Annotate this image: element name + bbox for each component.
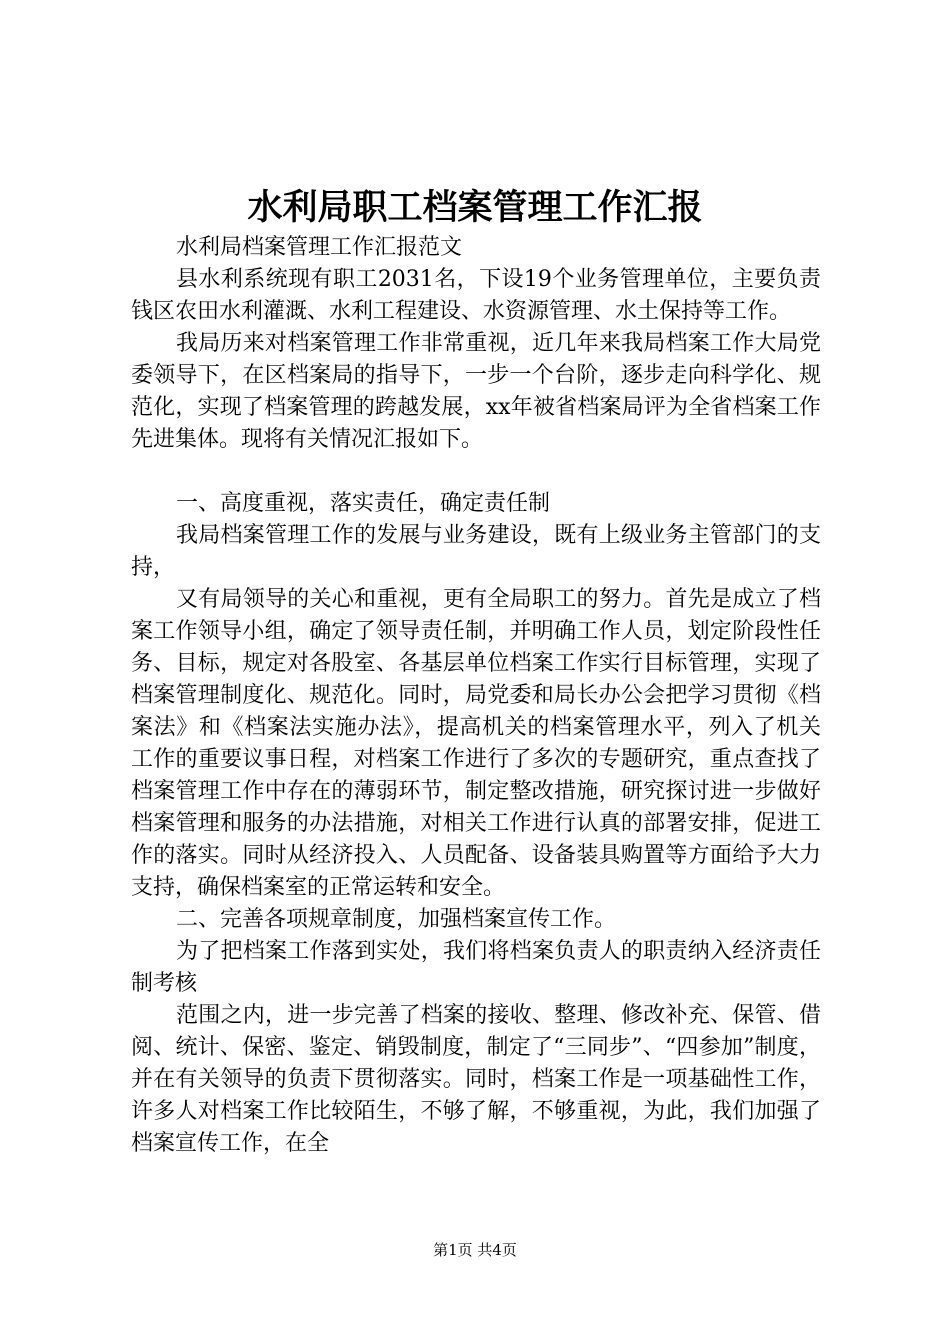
section-heading-1: 一、高度重视，落实责任，确定责任制 [176, 491, 551, 516]
document-body [131, 232, 821, 1160]
paragraph-regulations: 范围之内，进一步完善了档案的接收、整理、修改补充、保管、借阅、统计、保密、鉴定、销毁制度，制定了“三同步”、“四参加”制度，并在有关领导的负责下贯彻落实。同时，档案工作是一项基础性工作，许多人对档案工作比较陌生，不够了解，不够重视，为此，我们加强了档案宣传工作，在全 [131, 1003, 821, 1156]
document-title: 水利局职工档案管理工作汇报 [247, 187, 703, 228]
paragraph-history: 我局历来对档案管理工作非常重视，近几年来我局档案工作大局党委领导下，在区档案局的指导下，一步一个台阶，逐步走向科学化、规范化，实现了档案管理的跨越发展，xx年被省档案局评为全省档案工作先进集体。现将有关情况汇报如下。 [131, 331, 821, 452]
paragraph-responsibility: 为了把档案工作落到实处，我们将档案负责人的职责纳入经济责任制考核 [131, 939, 821, 996]
section-heading-2: 二、完善各项规章制度，加强档案宣传工作。 [176, 907, 617, 932]
paragraph-spacer [131, 456, 821, 488]
paragraph-staff-overview: 县水利系统现有职工2031名，下设19个业务管理单位，主要负责钱区农田水利灌溉、水利工程建设、水资源管理、水土保持等工作。 [131, 267, 821, 324]
paragraph-development: 我局档案管理工作的发展与业务建设，既有上级业务主管部门的支持， [131, 523, 821, 580]
page-number: 第1页 共4页 [433, 1241, 517, 1259]
paragraph-subtitle: 水利局档案管理工作汇报范文 [176, 235, 463, 260]
paragraph-leadership: 又有局领导的关心和重视，更有全局职工的努力。首先是成立了档案工作领导小组，确定了领导责任制，并明确工作人员，划定阶段性任务、目标，规定对各股室、各基层单位档案工作实行目标管理，实现了档案管理制度化、规范化。同时，局党委和局长办公会把学习贯彻《档案法》和《档案法实施办法》，提高机关的档案管理水平，列入了机关工作的重要议事日程，对档案工作进行了多次的专题研究，重点查找了档案管理工作中存在的薄弱环节，制定整改措施，研究探讨进一步做好档案管理和服务的办法措施，对相关工作进行认真的部署安排，促进工作的落实。同时从经济投入、人员配备、设备装具购置等方面给予大力支持，确保档案室的正常运转和安全。 [131, 587, 821, 900]
